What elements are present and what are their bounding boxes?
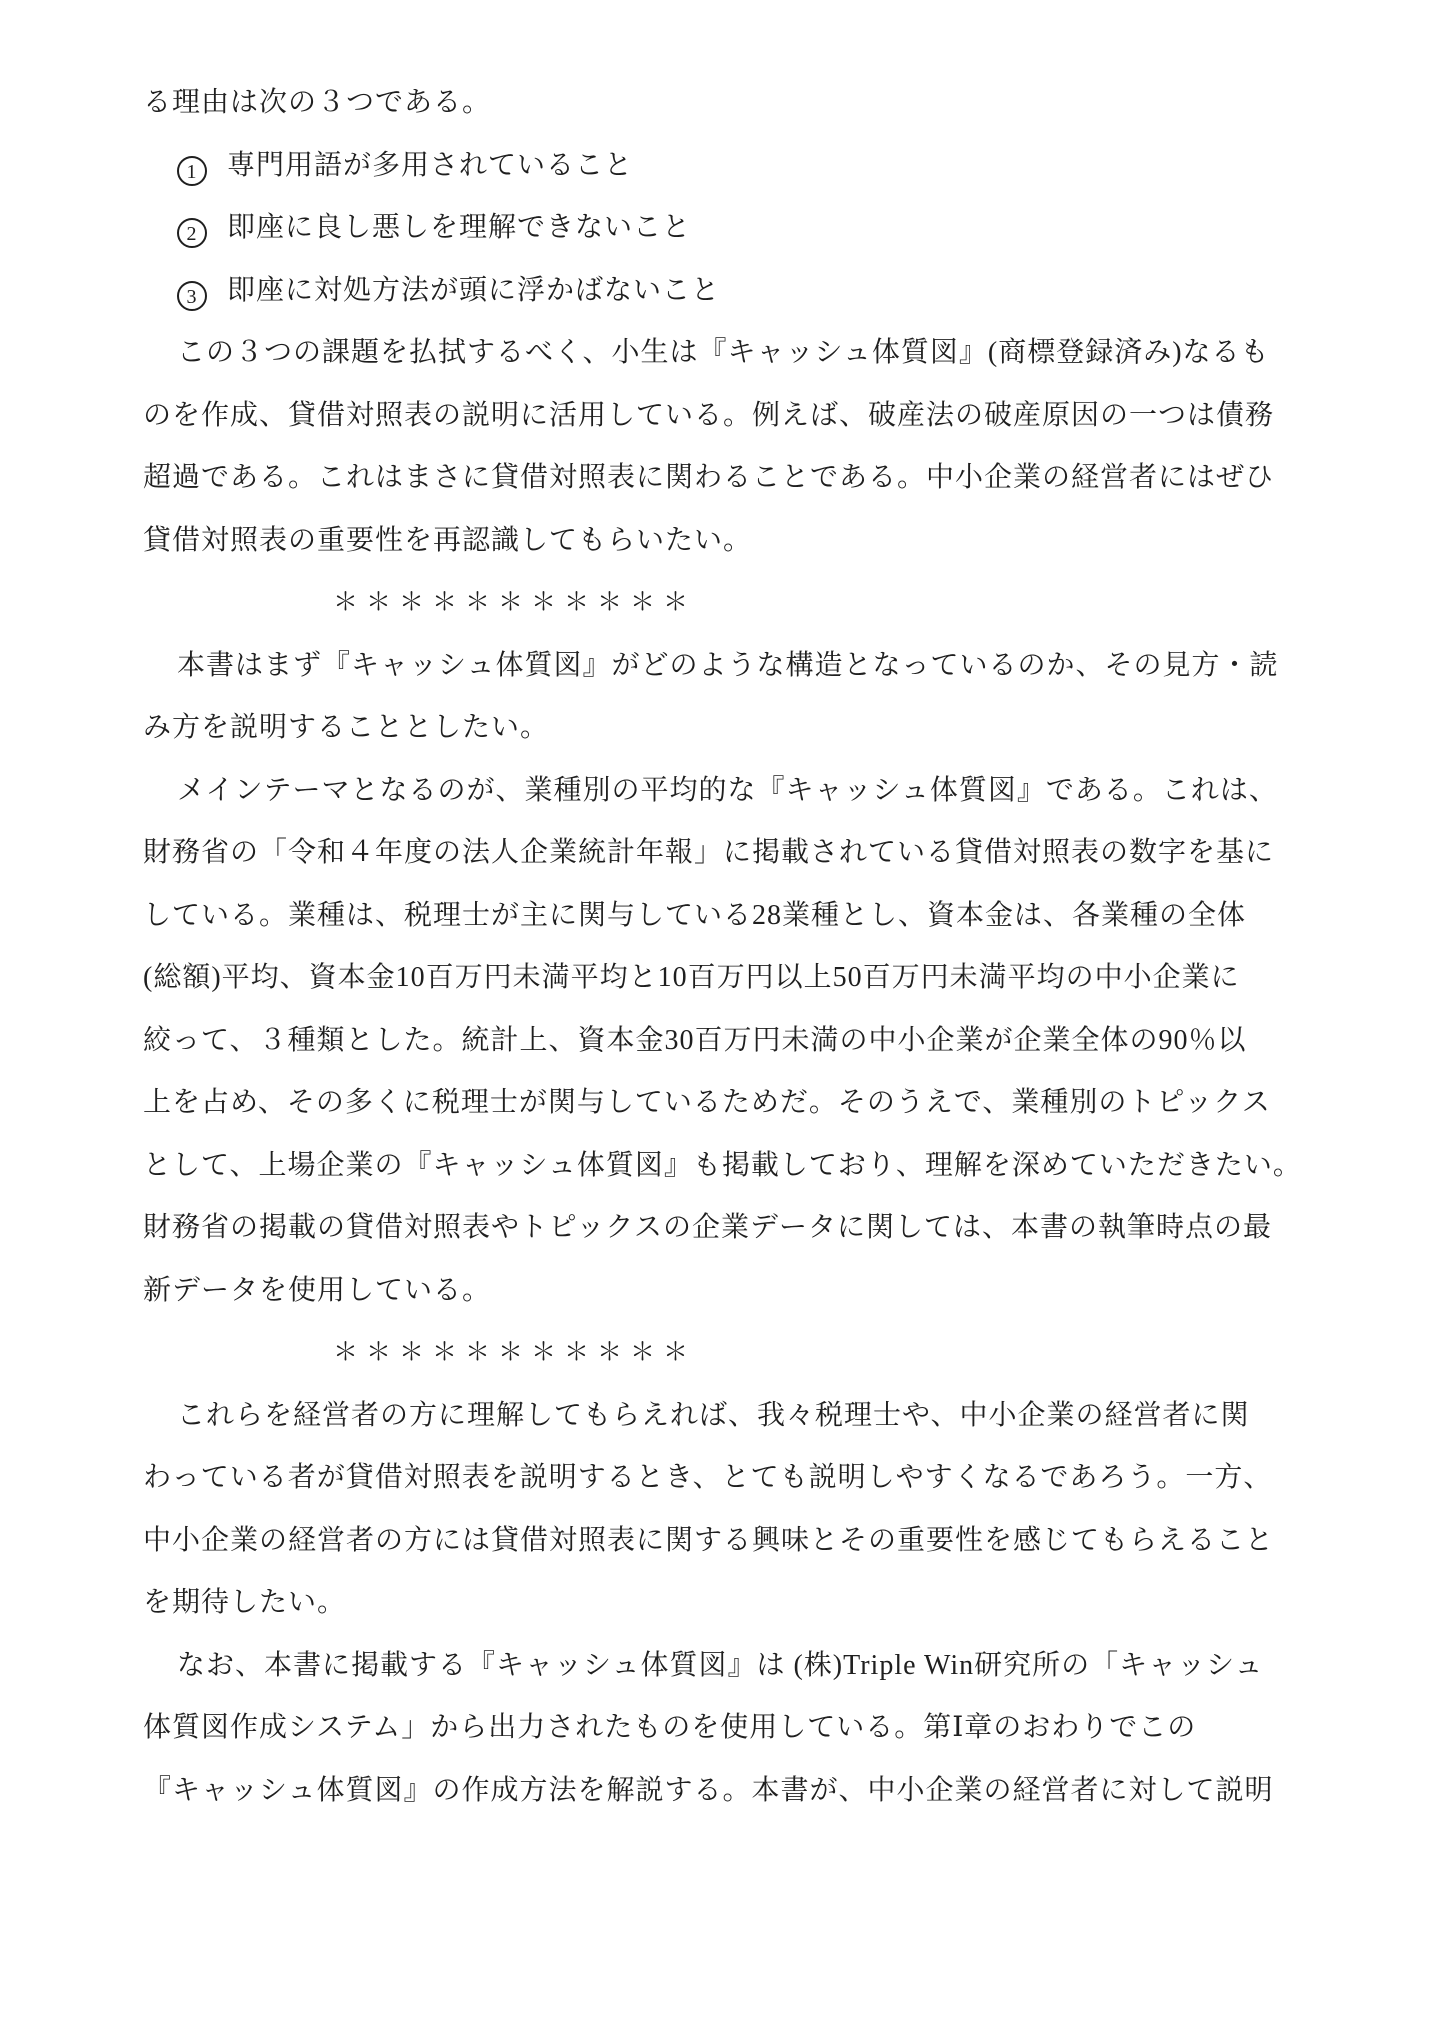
text-line: を期待したい。 — [143, 1587, 347, 1618]
text-line: のを作成、貸借対照表の説明に活用している。例えば、破産法の破産原因の一つは債務 — [143, 399, 1275, 431]
circled-number-marker: 1 — [177, 156, 207, 186]
section-separator: ＊＊＊＊＊＊＊＊＊＊＊ — [333, 589, 697, 616]
circled-number-marker: 3 — [177, 281, 207, 311]
text-line: として、上場企業の『キャッシュ体質図』も掲載しており、理解を深めていただきたい。 — [143, 1149, 1302, 1181]
list-item-text: 即座に対処方法が頭に浮かばないこと — [227, 274, 721, 306]
text-line: これらを経営者の方に理解してもらえれば、我々税理士や、中小企業の経営者に関 — [177, 1399, 1250, 1431]
text-line: 絞って、３種類とした。統計上、資本金30百万円未満の中小企業が企業全体の90％以 — [143, 1024, 1247, 1056]
text-line: る理由は次の３つである。 — [143, 87, 492, 118]
list-item-2 — [143, 197, 1299, 260]
text-line: この３つの課題を払拭するべく、小生は『キャッシュ体質図』(商標登録済み)なるも — [177, 337, 1270, 368]
text-line: メインテーマとなるのが、業種別の平均的な『キャッシュ体質図』である。これは、 — [177, 774, 1278, 806]
text-line: なお、本書に掲載する『キャッシュ体質図』は (株)Triple Win研究所の「キャッシュ — [177, 1649, 1264, 1681]
text-line: 貸借対照表の重要性を再認識してもらいたい。 — [143, 524, 753, 556]
text-line: わっている者が貸借対照表を説明するとき、とても説明しやすくなるであろう。一方、 — [143, 1462, 1273, 1493]
text-line: 新データを使用している。 — [143, 1274, 492, 1306]
text-line: 『キャッシュ体質図』の作成方法を解説する。本書が、中小企業の経営者に対して説明 — [143, 1774, 1274, 1806]
text-line: 財務省の掲載の貸借対照表やトピックスの企業データに関しては、本書の執筆時点の最 — [143, 1212, 1273, 1243]
list-item-text: 専門用語が多用されていること — [227, 149, 634, 181]
circled-number-marker: 2 — [177, 218, 207, 248]
text-line: 中小企業の経営者の方には貸借対照表に関する興味とその重要性を感じてもらえること — [143, 1524, 1275, 1556]
text-line: している。業種は、税理士が主に関与している28業種とし、資本金は、各業種の全体 — [143, 899, 1247, 931]
text-line: み方を説明することとしたい。 — [143, 712, 550, 743]
text-line: (総額)平均、資本金10百万円未満平均と10百万円以上50百万円未満平均の中小企業に — [143, 962, 1240, 993]
list-item-1 — [143, 135, 1299, 198]
list-item-text: 即座に良し悪しを理解できないこと — [227, 212, 692, 243]
text-column — [143, 72, 1302, 1822]
text-line: 上を占め、その多くに税理士が関与しているためだ。そのうえで、業種別のトピックス — [143, 1087, 1271, 1118]
text-line: 財務省の「令和４年度の法人企業統計年報」に掲載されている貸借対照表の数字を基に — [143, 837, 1275, 868]
list-item-3 — [143, 260, 1299, 323]
text-line: 体質図作成システム」から出力されたものを使用している。第Ⅰ章のおわりでこの — [143, 1712, 1197, 1743]
section-separator: ＊＊＊＊＊＊＊＊＊＊＊ — [333, 1339, 697, 1366]
text-line: 超過である。これはまさに貸借対照表に関わることである。中小企業の経営者にはぜひ — [143, 462, 1275, 493]
text-line: 本書はまず『キャッシュ体質図』がどのような構造となっているのか、その見方・読 — [177, 649, 1279, 681]
